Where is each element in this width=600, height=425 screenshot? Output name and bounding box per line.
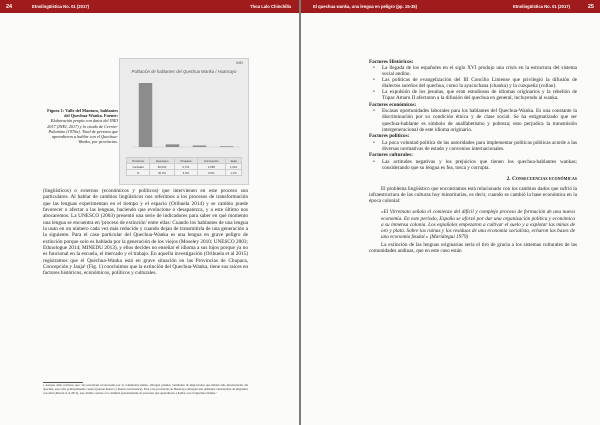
right-journal-title: Etnolingüística No. 01 (2017)	[512, 4, 570, 9]
left-body-text	[43, 188, 248, 277]
list-item	[369, 108, 577, 133]
bar-chupaca	[166, 144, 180, 147]
list-item	[369, 89, 577, 101]
mariategui-quote: «El Virreinato señala el comienzo del difícil y complejo proceso de formación de una nueva economía. En este período, España se aforzó por dar una organización política y económica a su inmensa colonia. Los españoles empezaron a cultivar el suelo y a explotar las minas de oro y plata. Sobre las ruinas y los residuos de una economía socialista, echaron las bases de una economía feudal.» (Mariátegui 1979)	[381, 209, 575, 241]
table-cell: %	[127, 170, 150, 176]
table-cell: 30.3%	[150, 170, 175, 176]
bar-huancayo	[139, 83, 153, 147]
table-cell: 1.1%	[226, 170, 242, 176]
closing-paragraph: La extinción de las lenguas originarias sería el tiro de gracia a los sistemas culturales de las comunidades andinas, que en este caso están	[369, 242, 577, 255]
table-cell: 0.5%	[197, 170, 225, 176]
table-cell: 2,098	[197, 164, 225, 170]
list-item	[369, 159, 577, 171]
right-article-title: El quechua wanka, una lengua en peligro (pp. 15-35)	[313, 4, 418, 9]
section-title: 2. Consecuencias económicas	[506, 175, 577, 182]
left-journal-title: Etnolingüística No. 01 (2017)	[32, 4, 90, 9]
left-author-name: Thoa Lalo Chinchilla	[250, 4, 291, 9]
table-header-cell: Jauja	[226, 158, 242, 164]
cultural-factors-heading: Factores culturales:	[369, 152, 413, 159]
list-item-text: Las actitudes negativas y los prejuicios que tienen los quechua-hablantes wankas; considerando que su lengua es fea, tosca y corrupta.	[382, 158, 577, 171]
right-page	[301, 0, 600, 425]
section-paragraph: El problema lingüístico que encontramos está relacionado con los cambios dados que sufrió la infraestructura de las culturas hoy minoritarias, es decir, cuando se cambió la base económica en la época colonial:	[369, 185, 577, 205]
left-page-number: 24	[6, 4, 13, 10]
bullet-icon: •	[373, 108, 375, 115]
table-cell: 3,722	[175, 164, 198, 170]
bullet-icon: •	[373, 158, 375, 165]
right-header	[301, 0, 600, 13]
table-header-cell: Chupaca	[175, 158, 198, 164]
left-page	[0, 0, 299, 425]
figure-caption-label: Figura 1: Valle del Mantaro, hablantes del Quechua-Wanka. Fuente:	[47, 108, 118, 119]
bullet-icon: •	[373, 89, 375, 96]
list-item	[369, 77, 577, 89]
left-header	[0, 0, 299, 13]
table-header-cell: Huancayo	[150, 158, 175, 164]
bullet-icon: •	[373, 139, 375, 146]
table-header-cell: Concepción	[197, 158, 225, 164]
footnote: 1 Aunque debe aclararse que: 'las provincias recolectadas por la comunidad andina, albergan grandes cantidades de migraciones que habían sido inventariadas del quechua, este echo principalmente cuenta (pueron huanca y huanca sari huanca). Este a las provincias de Huancayo albergan una densidad considerable de migrantes con altas (Rancel et al 2013), esto último contrae a la cantidad aparentemente de personas que aprendieron a hablar con el Quechua-Wanka.'	[43, 383, 248, 395]
bar-chart-svg	[124, 79, 244, 155]
figure-data-table	[126, 157, 242, 176]
economic-factors-list	[369, 108, 577, 133]
economic-factors-heading: Factores económicos:	[369, 102, 417, 109]
table-cell: 1,001	[226, 164, 242, 170]
table-header-cell: Provincia	[127, 158, 150, 164]
list-item	[369, 140, 577, 152]
table-cell: Cantidad	[127, 164, 150, 170]
list-item-text: La expulsión de los jesuitas, que eran estudiosos de idiomas originarios y la rebelión de Túpac Amaru II afectaron a la difusión del quechua en general, incluyendo al wanka.	[382, 89, 577, 102]
political-factors-heading: Factores políticos:	[369, 133, 410, 140]
list-item	[369, 65, 577, 77]
list-item-text: La llegada de los españoles en el siglo XVI produjo una crisis en la estructura del sistema social andino.	[382, 64, 577, 77]
right-column	[369, 58, 577, 255]
table-row	[127, 170, 242, 176]
inei-logo: INEI	[236, 61, 243, 65]
historic-factors-heading: Factores Históricos:	[369, 58, 414, 65]
table-body	[127, 164, 242, 176]
bullet-icon: •	[373, 64, 375, 71]
bar-concepción	[193, 146, 207, 147]
right-page-number: 25	[587, 4, 594, 10]
chart-title: Población de hablantes del Quechua Wanka / Huancayo	[131, 69, 237, 74]
list-item-text: Escasas oportunidades laborales para los hablantes del Quechua-Wanka. Es una constante la discriminación por su condición étnica y de clase social. Se ha estigmatizado que ser quechua-hablante es símbolo de analfabetismo y pobreza; esto perjudica la transmisión intergeneracional de este idioma originario.	[382, 108, 577, 133]
list-item-text: Las políticas de evangelización del III Concilio Limense que privilegió la difusión de dialectos sureños del quechua, como la ayacuchana (chanka) y la cuzqueña (collao).	[382, 76, 577, 90]
figure-caption	[42, 108, 118, 144]
left-paragraph: (lingüísticos) o externos (económicos y políticos) que intervienen en este proceso son particulares. Al hablar de cambios lingüísticos nos referimos a los procesos de transformación que las lenguas experimentan en el tiempo y el espacio (Orihuela 2014) y se cambio puede favorecer o afectar a las lenguas, haciendo que evolucione o desaparezca, y a este último nos abocaremos. La UNESCO (2003) presentó una serie de indicadores para saber en qué momento una lengua se encuentra en 'proceso de extinción' entre ellas: Cuando los hablantes de una lengua la usan en un número cada vez más reducido y cuando dejan de transmitirla de una generación a la siguiente. Para el caso particular del Quechua-Wanka es una lengua en grave peligro de extinción porque solo es hablada por la generación de los viejos (Moseley 2010; UNESCO 2003; Ethnologue 2014; MINEDU 2013), y ellos decides no enseñar el idioma a sus hijos porque ya no es funcional en la escuela, el mercado y el trabajo. En aquella investigación (Orihuela et al 2015) registramos que el Quechua-Wanka está en grave situación en las Provincias de Chupaca, Concepción y Jauja¹ (Fig. 1) concluimos que la extinción del Quechua-Wanka, tiene sus raíces en factores históricos, económicos, políticos y culturales.	[43, 188, 248, 277]
list-item-text: La poca voluntad política de las autoridades para implementar políticas públicas acorde a las diversas normativas de estado y convenios internacionales.	[382, 139, 577, 152]
table-cell: 3.0%	[175, 170, 198, 176]
figure-caption-text: Elaboración propia con datos del INEI 2017 (INEI, 2017) y lo citado de Cerrón-Palomino (1976a). Total de persona que aprendieron a hablar con el Quechua-Wanka, por provincias.	[47, 118, 118, 145]
table-cell: 90,000	[150, 164, 175, 170]
political-factors-list	[369, 140, 577, 152]
figure-chart	[119, 58, 249, 185]
historic-factors-list	[369, 65, 577, 102]
bar-jauja	[220, 146, 234, 147]
bullet-icon: •	[373, 76, 375, 83]
cultural-factors-list	[369, 159, 577, 171]
